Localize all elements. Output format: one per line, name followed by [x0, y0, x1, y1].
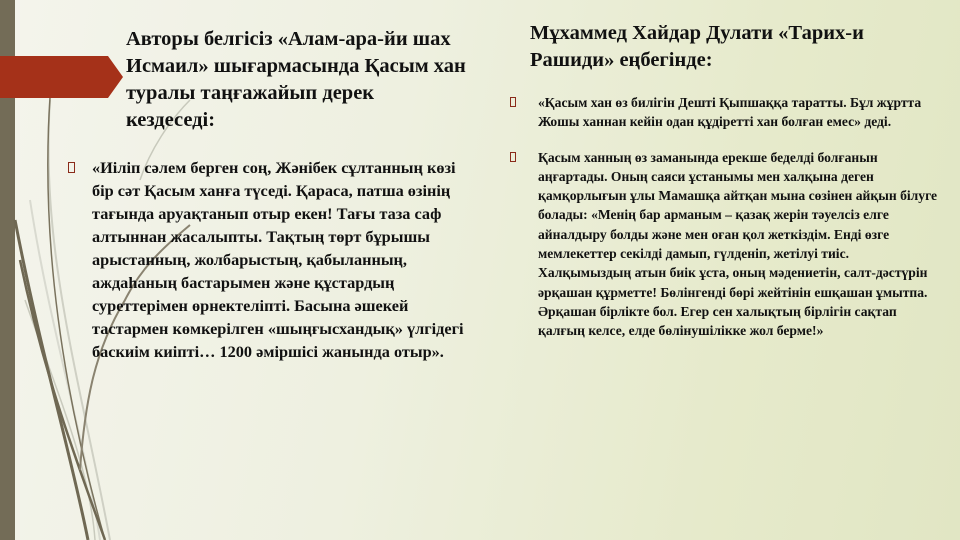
left-bullet-list — [70, 156, 465, 363]
right-heading: Мұхаммед Хайдар Дулати «Тарих-и Рашиди» еңбегінде: — [530, 22, 864, 71]
left-bullet-item — [70, 156, 465, 363]
arrow-banner-decoration — [0, 56, 123, 98]
bullet-box-icon — [510, 152, 516, 162]
left-heading: Авторы белгісіз «Алам-ара-йи шах Исмаил» шығармасында Қасым хан туралы таңғажайып дерек кездеседі: — [126, 28, 466, 131]
bullet-box-icon — [68, 162, 75, 173]
right-quote-text-2: Қасым ханның өз заманында ерекше беделді болғанын аңғартады. Оның саяси ұстанымы мен халқына деген қамқорлығын ұлы Мамашқа айтқан мына сөзінен айқын білуге болады: «Менің бар арманым – қазақ жерін тәуелсіз елге айналдыру болды және мен оған қол жеткіздім. Енді өзге мемлекеттер секілді дамып, гүлденіп, жетілуі тиіс. Халқымыздың атын биік ұста, оның мәдениетін, салт-дәстүрін әрқашан құрметте! Бөлінгенді бөрі жейтінін ешқашан ұмытпа. Әрқашан бірлікте бол. Егер сен халықтың бірлігін сақтап қалғың келсе, елде бөлінушілікке жол берме!» — [538, 149, 938, 339]
bullet-box-icon — [510, 97, 516, 107]
right-quote-text-1: «Қасым хан өз билігін Дешті Қыпшаққа таратты. Бұл жұртта Жошы ханнан кейін одан құдіретті хан болған емес» деді. — [538, 95, 922, 130]
right-bullet-item — [510, 148, 940, 341]
right-bullet-item — [510, 93, 940, 132]
right-bullet-list — [510, 93, 940, 357]
left-quote-text: «Иіліп сәлем берген соң, Жәнібек сұлтанның көзі бір сәт Қасым ханға түседі. Қараса, патша өзінің тағында аруақтанып отыр екен! Тағы таза саф алтыннан жасалыпты. Тақтың төрт бұрышы арыстанның, жолбарыстың, қабыланның, аждаһаның бастарымен және құстардың суреттерімен өрнектеліпті. Басына әшекей тастармен көмкерілген «шыңғысхандық» үлгідегі баскиім киіпті… 1200 әміршісі жанында отыр». — [92, 158, 464, 361]
